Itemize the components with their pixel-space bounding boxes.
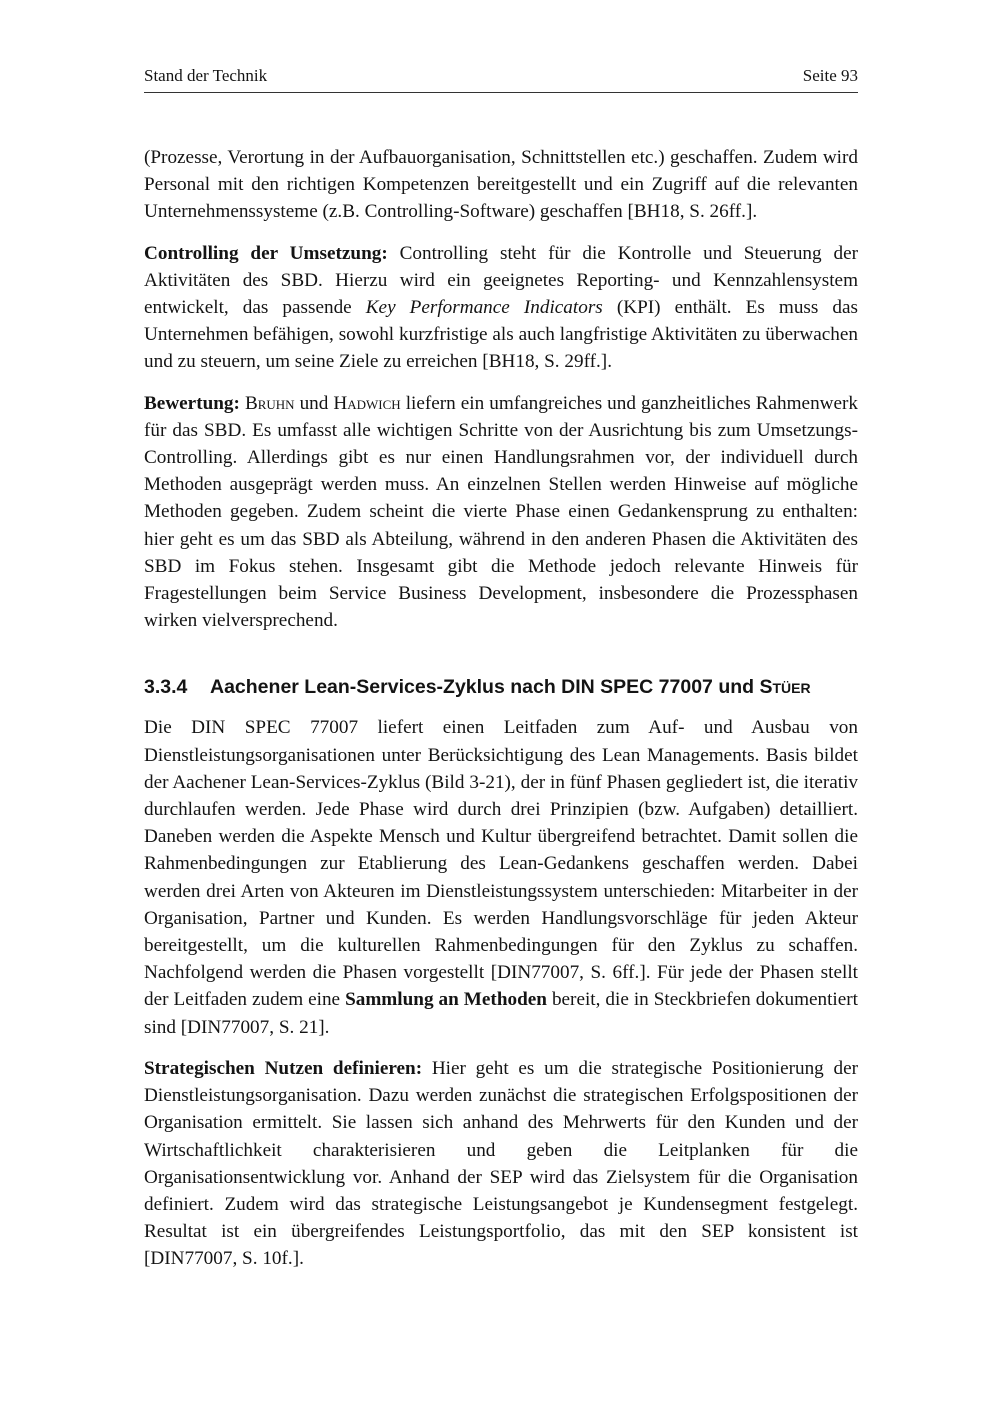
- section-title: [210, 674, 811, 700]
- paragraph-din-spec: [144, 714, 858, 1040]
- section-title-text: Aachener Lean-Services-Zyklus nach DIN SPEC 77007 und: [210, 676, 760, 699]
- paragraph-text: und: [294, 392, 334, 414]
- page-number: Seite 93: [802, 66, 858, 85]
- paragraph-text: Controlling steht für die Kontrolle und Steuerung der Aktivitäten des SBD. Hierzu wird ein geeignetes Reporting- und Kennzahlensystem entwickelt, das passende: [144, 242, 858, 319]
- paragraph-text: liefern ein umfangreiches und ganzheitliches Rahmenwerk für das SBD. Es umfasst alle wichtigen Schritte von der Ausrichtung bis zum Umsetzungs-Controlling. Allerdings gibt es nur einen Handlungsrahmen vor, der individuell durch Methoden ausgeprägt werden muss. An einzelnen Stellen werden Hinweise auf mögliche Methoden gegeben. Zudem scheint die vierte Phase einen Gedankensprung zu enthalten: hier geht es um das SBD als Abteilung, während in den anderen Phasen die Aktivitäten des SBD im Fokus stehen. Insgesamt gibt die Methode jedoch relevante Hinweis für Fragestellungen beim Service Business Development, insbesondere die Prozessphasen wirken vielversprechend.: [144, 392, 859, 632]
- paragraph-text: (Prozesse, Verortung in der Aufbauorganisation, Schnittstellen etc.) geschaffen. Zudem wird Personal mit den richtigen Kompetenzen bereitgestellt und ein Zugriff auf die relevanten Unternehmenssysteme (z.B. Controlling-Software) geschaffen [BH18, S. 26ff.].: [144, 147, 858, 223]
- bold-term: Sammlung an Methoden: [345, 989, 547, 1011]
- author-name: Hadwich: [333, 392, 401, 414]
- paragraph-text: Die DIN SPEC 77007 liefert einen Leitfaden zum Auf- und Ausbau von Dienstleistungsorganisationen unter Berücksichtigung des Lean Managements. Basis bildet der Aachener Lean-Services-Zyklus (Bild 3-21), der in fünf Phasen gegliedert ist, die iterativ durchlaufen werden. Jede Phase wird durch drei Prinzipien (bzw. Aufgaben) detailliert. Daneben werden die Aspekte Mensch und Kultur übergreifend betrachtet. Damit sollen die Rahmenbedingungen zur Etablierung des Lean-Gedankens geschaffen werden. Dabei werden drei Arten von Akteuren im Dienstleistungssystem unterschieden: Mitarbeiter in der Organisation, Partner und Kunden. Es werden Handlungsvorschläge für jeden Akteur bereitgestellt, um die kulturellen Rahmenbedingungen für den Zyklus zu schaffen. Nachfolgend werden die Phasen vorgestellt [DIN77007, S. 6ff.]. Für jede der Phasen stellt der Leitfaden zudem eine: [144, 717, 858, 1011]
- page-body: [144, 144, 858, 1287]
- paragraph-text: bereit, die in Steckbriefen dokumentiert sind [DIN77007, S. 21].: [144, 989, 858, 1038]
- paragraph-text: Hier geht es um die strategische Positionierung der Dienstleistungsorganisation. Dazu werden zunächst die strategischen Erfolgspositionen der Organisation ermittelt. Sie lassen sich anhand des Mehrwerts für den Kunden und der Wirtschaftlichkeit charakterisieren und geben die Leitplanken für die Organisationsentwicklung vor. Anhand der SEP wird das Zielsystem für die Organisation definiert. Zudem wird das strategische Leistungsangebot je Kundensegment festgelegt. Resultat ist ein übergreifendes Leistungsportfolio, das mit den SEP konsistent ist [DIN77007, S. 10f.].: [144, 1057, 858, 1270]
- page-header: [144, 66, 858, 93]
- italic-term: Key Performance Indicators: [365, 297, 603, 319]
- paragraph-label: Controlling der Umsetzung:: [144, 242, 388, 264]
- paragraph-label: Strategischen Nutzen definieren:: [144, 1057, 423, 1079]
- paragraph-label: Bewertung:: [144, 392, 240, 414]
- running-title: Stand der Technik: [144, 66, 268, 85]
- paragraph-text: (KPI) enthält. Es muss das Unternehmen befähigen, sowohl kurzfristige als auch langfristige Aktivitäten zu überwachen und zu steuern, um seine Ziele zu erreichen [BH18, S. 29ff.].: [144, 297, 858, 373]
- section-heading: [144, 674, 858, 700]
- author-name: Bruhn: [244, 392, 295, 414]
- section-number: 3.3.4: [144, 676, 188, 699]
- section-author: Stüer: [759, 676, 811, 699]
- paragraph-bewertung: [144, 390, 858, 635]
- paragraph-strategischer-nutzen: [144, 1055, 858, 1273]
- paragraph-controlling: [144, 240, 858, 376]
- paragraph-continuation: [144, 144, 858, 226]
